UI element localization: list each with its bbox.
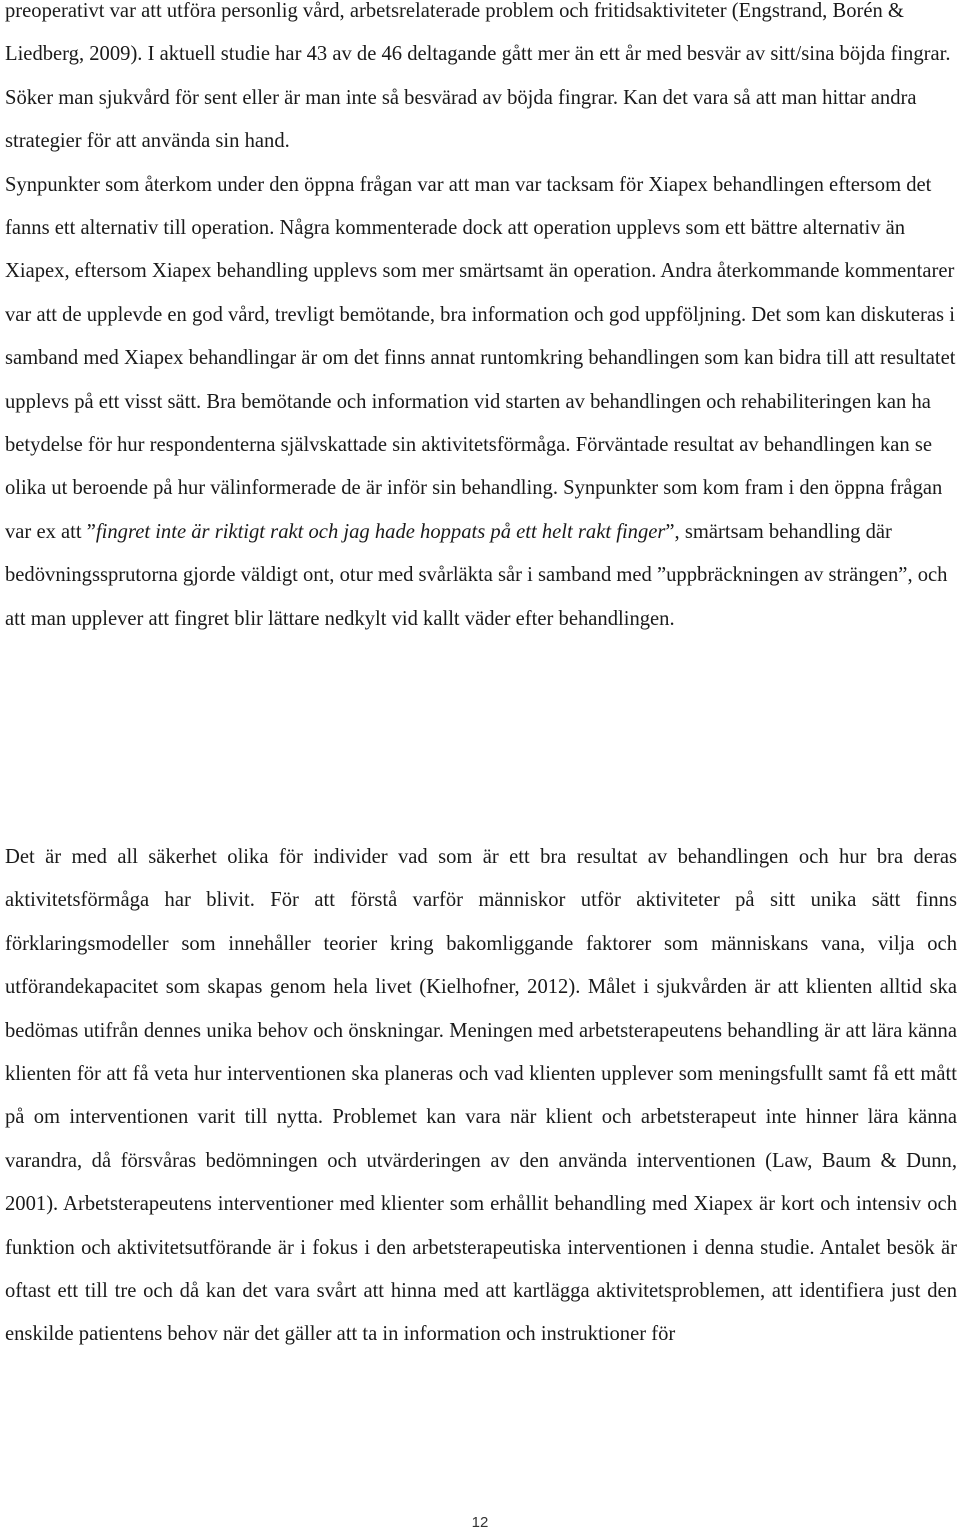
paragraph-2-text: Synpunkter som återkom under den öppna frågan var att man var tacksam för Xiapex behandlingen eftersom det fanns ett alternativ till operation. Några kommenterade dock att operation upplevs som ett bättre alternativ än Xiapex, eftersom Xiapex behandling upplevs som mer smärtsamt än operation. Andra återkommande kommentarer var att de upplevde en god vård, trevligt bemötande, bra information och god uppföljning. Det som kan diskuteras i samband med Xiapex behandlingar är om det finns annat runtomkring behandlingen som kan bidra till att resultatet upplevs på ett visst sätt. Bra bemötande och information vid starten av behandlingen och rehabiliteringen kan ha betydelse för hur respondenterna självskattade sin aktivitetsförmåga. Förväntade resultat av behandlingen kan se olika ut beroende på hur välinformerade de är inför sin behandling. Synpunkter som kom fram i den öppna frågan var ex att ” bbox=[5, 173, 956, 543]
paragraph-3: Det är med all säkerhet olika för individer vad som är ett bra resultat av behandlingen och hur bra deras aktivitetsförmåga har blivit. För att förstå varför människor utför aktiviteter på sitt unika sätt finns förklaringsmodeller som innehåller teorier kring bakomliggande faktorer som människans vana, vilja och utförandekapacitet som skapas genom hela livet (Kielhofner, 2012). Målet i sjukvården är att klienten alltid ska bedömas utifrån dennes unika behov och önskningar. Meningen med arbetsterapeutens behandling är att lära känna klienten för att få veta hur interventionen ska planeras och vad klienten upplever som meningsfullt samt få ett mått på om interventionen varit till nytta. Problemet kan vara när klient och arbetsterapeut inte hinner lära känna varandra, då försvåras bedömningen och utvärderingen av den använda interventionen (Law, Baum & Dunn, 2001). Arbetsterapeutens interventioner med klienter som erhållit behandling med Xiapex är kort och intensiv och funktion och aktivitetsutförande är i fokus i den arbetsterapeutiska interventionen i denna studie. Antalet besök är oftast ett till tre och då kan det vara svårt att hinna med att kartlägga aktivitetsproblemen, att identifiera just den enskilde patientens behov när det gäller att ta in information och instruktioner för bbox=[5, 846, 957, 1346]
paragraph-2-text-after-quote: ”, smärtsam behandling där bedövningssprutorna gjorde väldigt ont, otur med svårläkta sår i samband med ”uppbräckningen av strängen”, och att man upplever att fingret blir lättare nedkylt vid kallt väder efter behandlingen. bbox=[5, 520, 948, 630]
paragraph-1-rest: (Engstrand, Borén & Liedberg, 2009). I aktuell studie har 43 av de 46 deltagande gått mer än ett år med besvär av sitt/sina böjda fingrar. Söker man sjukvård för sent eller är man inte så besvärad av böjda fingrar. Kan det vara så att man hittar andra strategier för att använda sin hand. bbox=[5, 0, 951, 153]
paragraph-1 bbox=[5, 0, 957, 164]
body-text-block bbox=[5, 0, 957, 641]
paragraph-2-quote: fingret inte är riktigt rakt och jag hade hoppats på ett helt rakt finger bbox=[95, 520, 666, 543]
paragraph-2 bbox=[5, 164, 957, 641]
paragraph-1-first-line: preoperativt var att utföra personlig vård, arbetsrelaterade problem och fritidsaktiviteter bbox=[5, 0, 727, 22]
body-text-block-justified bbox=[5, 836, 957, 1357]
page-number: 12 bbox=[471, 1514, 489, 1531]
